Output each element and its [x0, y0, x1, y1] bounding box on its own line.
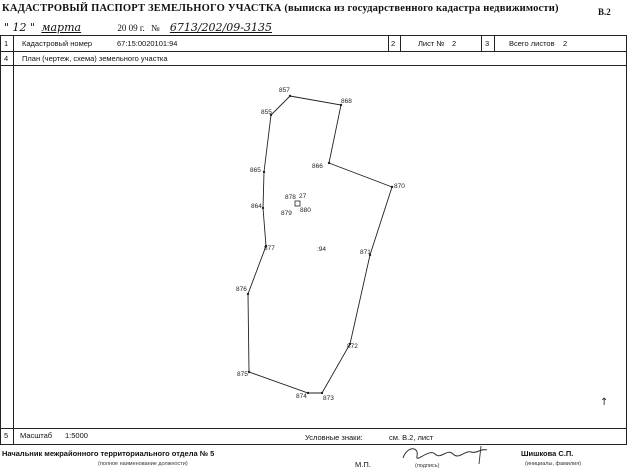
scale-value: 1:5000: [65, 431, 88, 440]
boundary-point-label: 873: [323, 395, 334, 402]
legend-label: Условные знаки:: [305, 433, 363, 442]
boundary-point-label: 864: [251, 203, 262, 210]
inner-point-label: 880: [300, 207, 311, 214]
row4-number: 4: [4, 54, 9, 63]
boundary-point-label: 874: [296, 393, 307, 400]
boundary-point-marker: [307, 392, 309, 394]
boundary-point-label: 877: [264, 245, 275, 252]
inner-point-label: 879: [281, 210, 292, 217]
boundary-point-marker: [262, 207, 264, 209]
boundary-point-label: 866: [312, 163, 323, 170]
boundary-point-marker: [321, 392, 323, 394]
boundary-point-label: 875: [237, 371, 248, 378]
boundary-point-label: 871: [360, 249, 371, 256]
boundary-point-marker: [391, 186, 393, 188]
legend-value: см. В.2, лист: [389, 433, 434, 442]
cadastral-number-value: 67:15:0020101:94: [117, 39, 178, 48]
position-caption: (полное наименование должности): [98, 461, 188, 467]
boundary-point-marker: [248, 371, 250, 373]
boundary-point-marker: [247, 293, 249, 295]
date-month: марта: [41, 21, 82, 34]
number-label: №: [151, 23, 160, 33]
sheet-number-label: Лист №: [418, 39, 445, 48]
boundary-point-marker: [263, 171, 265, 173]
inner-structure-marker: [295, 201, 300, 206]
name-caption: (инициалы, фамилия): [525, 461, 582, 467]
sheet-number-value: 2: [452, 39, 457, 48]
document-number: 6713/202/09-3135: [169, 21, 272, 34]
row5-number: 5: [4, 431, 9, 440]
plan-label: План (чертеж, схема) земельного участка: [22, 54, 168, 63]
cell-2-number: 2: [391, 39, 396, 48]
boundary-point-label: 870: [394, 183, 405, 190]
parcel-number-label: :94: [317, 246, 327, 253]
official-position: Начальник межрайонного территориального отдела № 5: [2, 449, 215, 458]
boundary-point-marker: [328, 162, 330, 164]
inner-point-label: 27: [299, 193, 307, 200]
official-name: Шишкова С.П.: [521, 449, 574, 458]
north-arrow-icon: ↑: [600, 397, 609, 408]
parcel-plan-group: [236, 87, 608, 408]
cadastral-number-label: Кадастровый номер: [22, 39, 93, 48]
handwritten-signature: [395, 440, 495, 466]
row1-number: 1: [4, 39, 9, 48]
date-year: 20 09 г.: [117, 23, 145, 33]
stamp-place: М.П.: [355, 460, 371, 469]
cell-3-number: 3: [485, 39, 490, 48]
date-day: " 12 ": [4, 21, 36, 34]
boundary-point-label: 865: [250, 167, 261, 174]
document-title: КАДАСТРОВЫЙ ПАСПОРТ ЗЕМЕЛЬНОГО УЧАСТКА (выписка из государственного кадастра недвижимости): [2, 3, 559, 14]
total-sheets-label: Всего листов: [509, 39, 555, 48]
boundary-point-label: 857: [279, 87, 290, 94]
total-sheets-value: 2: [563, 39, 568, 48]
signature-caption: (подпись): [415, 463, 440, 469]
boundary-point-label: 876: [236, 286, 247, 293]
inner-point-label: 878: [285, 194, 296, 201]
boundary-point-label: 868: [341, 98, 352, 105]
boundary-point-label: 855: [261, 109, 272, 116]
boundary-point-label: 872: [347, 343, 358, 350]
scale-label: Масштаб: [20, 431, 53, 440]
boundary-point-marker: [289, 95, 291, 97]
sheet-code: В.2: [598, 7, 611, 17]
